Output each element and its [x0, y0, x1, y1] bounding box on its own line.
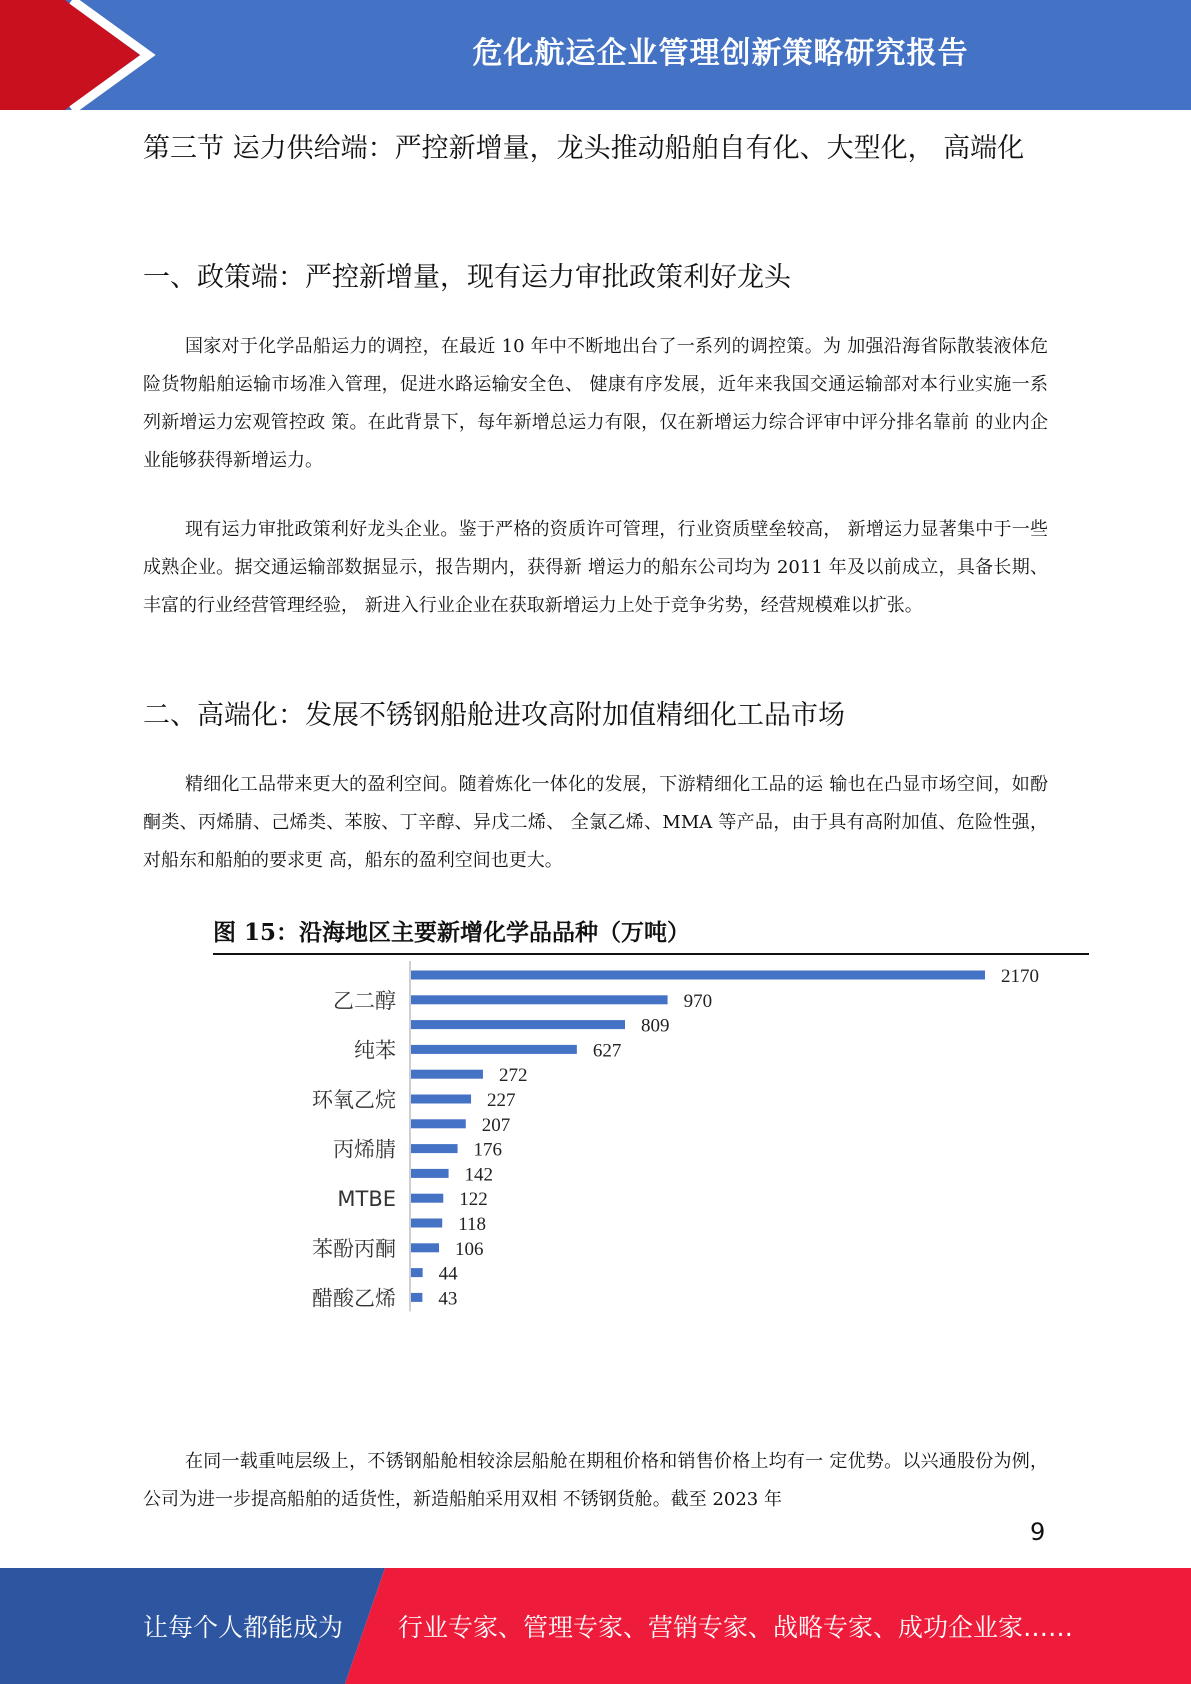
bar — [411, 1070, 483, 1079]
figure-title: 图 15：沿海地区主要新增化学品品种（万吨） — [213, 915, 1089, 955]
category-label: 苯酚丙酮 — [312, 1236, 396, 1261]
highend-paragraph-1: 精细化工品带来更大的盈利空间。随着炼化一体化的发展，下游精细化工品的运 输也在凸显市场空间，如酚酮类、丙烯腈、己烯类、苯胺、丁辛醇、异戊二烯、 全氯乙烯、MMA 等产品，由于具有高附加值、危险性强，对船东和船舶的要求更 高，船东的盈利空间也更大。 — [143, 774, 1048, 871]
category-label: MTBE — [337, 1187, 396, 1212]
data-label: 2170 — [1001, 966, 1039, 987]
policy-paragraph-1: 国家对于化学品船运力的调控，在最近 10 年中不断地出台了一系列的调控策。为 加强沿海省际散装液体危险货物船舶运输市场准入管理，促进水路运输安全色、 健康有序发展，近年来我国交通运输部对本行业实施一系列新增运力宏观管控政 策。在此背景下，每年新增总运力有限，仅在新增运力综合评审中评分排名靠前 的业内企业能够获得新增运力。 — [143, 336, 1048, 471]
bar — [411, 1194, 443, 1203]
footer-slogan-left: 让每个人都能成为 — [143, 1613, 344, 1642]
footer-slogan-right: 行业专家、管理专家、营销专家、战略专家、成功企业家…… — [398, 1613, 1074, 1642]
category-label: 环氧乙烷 — [312, 1088, 396, 1112]
bar — [411, 1268, 423, 1277]
bar — [411, 1219, 442, 1228]
data-label: 227 — [487, 1090, 516, 1111]
bar — [411, 1095, 471, 1104]
page-header — [0, 0, 1191, 110]
data-label: 44 — [438, 1263, 458, 1285]
policy-paragraph-2: 现有运力审批政策利好龙头企业。鉴于严格的资质许可管理，行业资质壁垒较高， 新增运力显著集中于一些成熟企业。据交通运输部数据显示，报告期内，获得新 增运力的船东公司均为 2011 年及以前成立，具备长期、丰富的行业经营管理经验， 新进入行业企业在获取新增运力上处于竞争劣势，经营规模难以扩张。 — [143, 519, 1048, 616]
data-label: 627 — [592, 1040, 622, 1062]
bar — [411, 1169, 449, 1178]
data-label: 43 — [438, 1288, 458, 1310]
report-title: 危化航运企业管理创新策略研究报告 — [472, 36, 969, 71]
bar — [411, 995, 668, 1004]
bar-chart — [213, 945, 1089, 1365]
bar — [411, 971, 985, 980]
category-label: 乙二醇 — [333, 988, 396, 1013]
bar — [411, 1293, 422, 1302]
data-label: 118 — [458, 1214, 487, 1235]
bar — [411, 1045, 577, 1054]
page-number: 9 — [1030, 1518, 1046, 1546]
data-label: 809 — [640, 1015, 670, 1037]
data-label: 272 — [498, 1065, 528, 1087]
policy-heading: 一、政策端：严控新增量，现有运力审批政策利好龙头 — [143, 262, 791, 293]
data-label: 142 — [464, 1164, 494, 1186]
data-label: 122 — [459, 1189, 488, 1211]
bar — [411, 1243, 439, 1252]
category-label: 纯苯 — [354, 1038, 396, 1063]
bar — [411, 1020, 625, 1029]
figure-15 — [213, 915, 1089, 1365]
category-label: 丙烯腈 — [333, 1137, 396, 1162]
highend-paragraph-2: 在同一载重吨层级上，不锈钢船舱相较涂层船舱在期租价格和销售价格上均有一 定优势。以兴通股份为例，公司为进一步提高船舶的适货性，新造船舶采用双相 不锈钢货舱。截至 2023 年 — [143, 1451, 1048, 1510]
highend-heading: 二、高端化：发展不锈钢船舱进攻高附加值精细化工品市场 — [143, 700, 845, 731]
data-label: 970 — [683, 990, 713, 1012]
data-label: 176 — [473, 1139, 503, 1161]
category-label: 醋酸乙烯 — [312, 1286, 396, 1311]
page-footer — [0, 1568, 1191, 1684]
data-label: 207 — [481, 1114, 511, 1136]
bar — [411, 1144, 458, 1153]
bar — [411, 1119, 466, 1128]
section-title: 第三节 运力供给端：严控新增量，龙头推动船舶自有化、大型化， 高端化 — [143, 133, 1025, 164]
data-label: 106 — [455, 1238, 484, 1260]
